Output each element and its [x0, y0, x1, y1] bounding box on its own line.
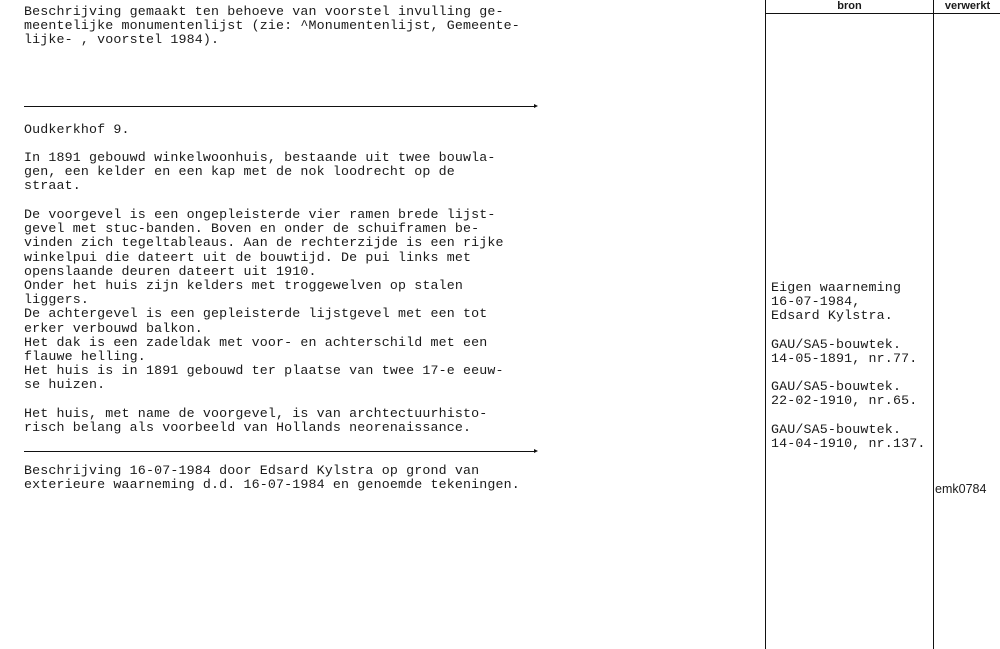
- bron-column-header: bron: [837, 0, 862, 12]
- verwerkt-column-border: [933, 0, 934, 649]
- section-divider-top: [24, 106, 535, 107]
- description-paragraph-significance: Het huis, met name de voorgevel, is van archtectuurhisto- risch belang als voorbeeld van Hollands neorenaissance.: [24, 406, 488, 436]
- verwerkt-column-header: verwerkt: [944, 0, 991, 12]
- verwerkt-code: emk0784: [935, 482, 987, 496]
- section-divider-bottom: [24, 451, 535, 452]
- intro-text: Beschrijving gemaakt ten behoeve van voorstel invulling ge- meentelijke monumentenlijst (zie: ^Monumentenlijst, Gemeente- lijke- , voorstel 1984).: [24, 4, 520, 48]
- source-entry: Eigen waarneming 16-07-1984, Edsard Kylstra.: [771, 280, 902, 324]
- description-paragraph-facades: De voorgevel is een ongepleisterde vier ramen brede lijst- gevel met stuc-banden. Boven en onder de schuiframen be- vinden zich tegeltableaus. Aan de rechterzijde is een rijke winkelpui die dateert uit de bouwtijd. De pui links met openslaande deuren dateert uit 1910. Onder het huis zijn kelders met troggewelven op stalen liggers. De achtergevel is een gepleisterde lijstgevel met een tot erker verbouwd balkon. Het dak is een zadeldak met voor- en achterschild met een flauwe helling. Het huis is in 1891 gebouwd ter plaatse van twee 17-e eeuw- se huizen.: [24, 207, 504, 393]
- source-entry: GAU/SA5-bouwtek. 14-04-1910, nr.137.: [771, 422, 926, 452]
- bron-column-border: [765, 0, 766, 649]
- source-entry: GAU/SA5-bouwtek. 22-02-1910, nr.65.: [771, 379, 918, 409]
- description-footer-note: Beschrijving 16-07-1984 door Edsard Kylstra op grond van exterieure waarneming d.d. 16-07-1984 en genoemde tekeningen.: [24, 463, 520, 493]
- description-paragraph-construction: In 1891 gebouwd winkelwoonhuis, bestaande uit twee bouwla- gen, een kelder en een kap met de nok loodrecht op de straat.: [24, 150, 496, 194]
- column-header-rule: [765, 13, 1000, 14]
- source-entry: GAU/SA5-bouwtek. 14-05-1891, nr.77.: [771, 337, 918, 367]
- address-heading: Oudkerkhof 9.: [24, 122, 130, 137]
